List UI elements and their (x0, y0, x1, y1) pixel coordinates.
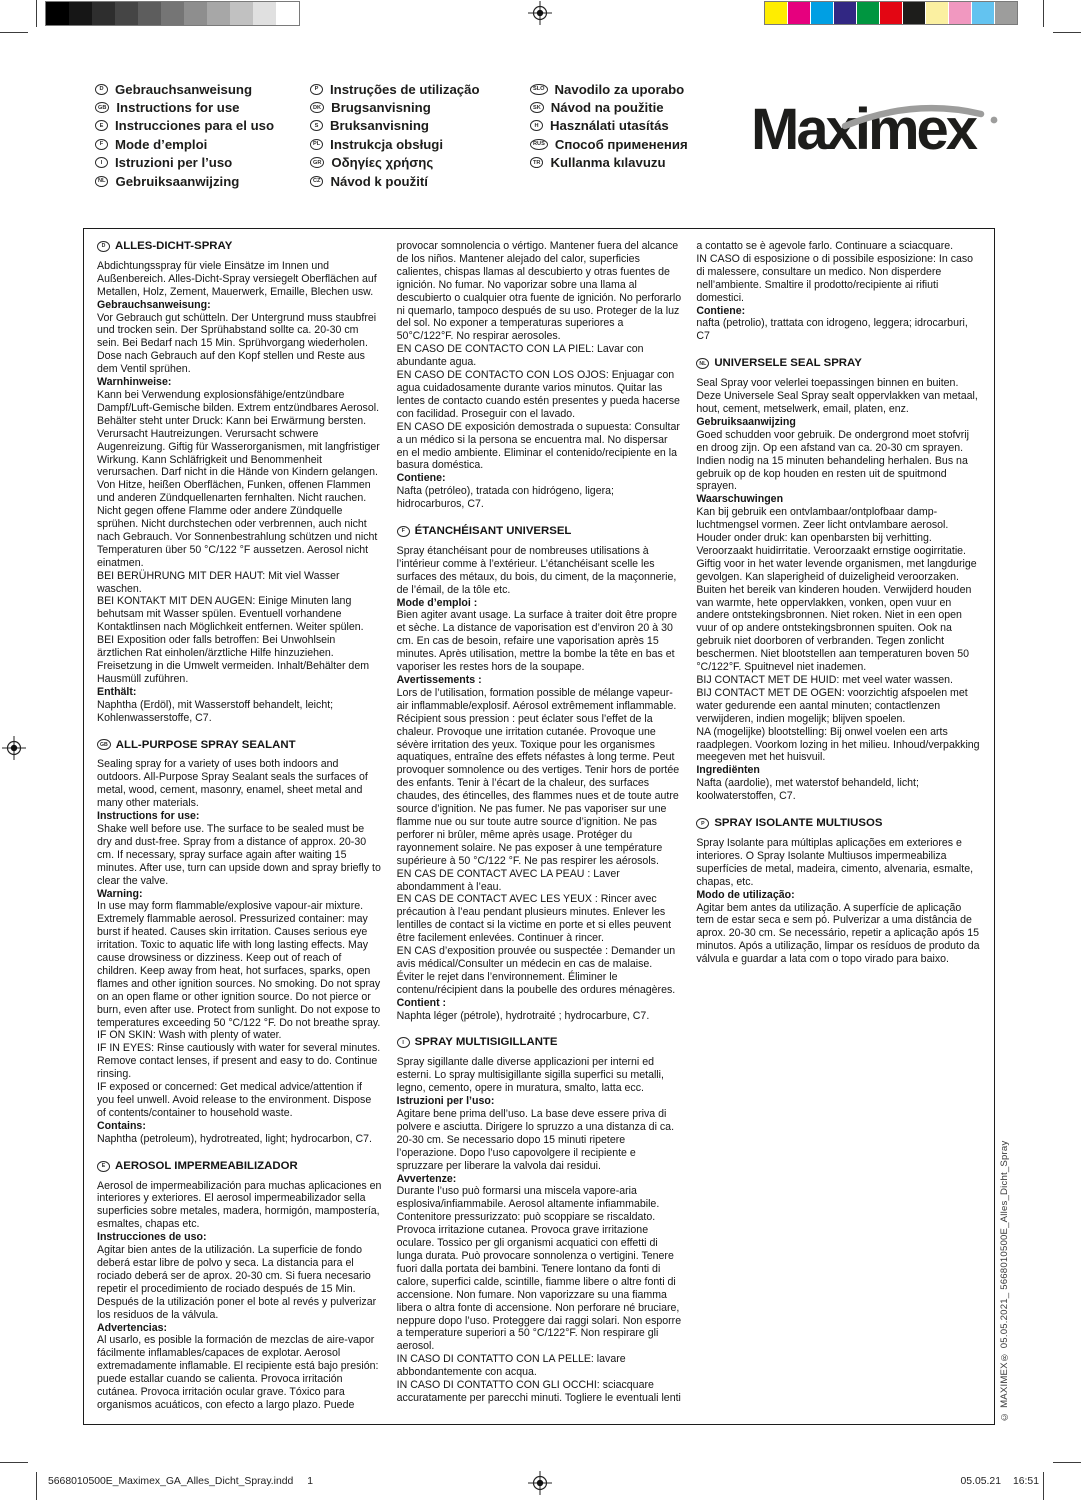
section-title-text: SPRAY MULTISIGILLANTE (414, 1036, 558, 1049)
grayscale-step-4 (115, 2, 138, 25)
section-subheading: Advertencias: (97, 1321, 168, 1334)
language-code-icon-nl: NL (95, 176, 108, 187)
language-label: Návod na použitie (550, 100, 664, 116)
section-paragraph: Lors de l’utilisation, formation possible de mélange vapeur-air inflammable/explosif. Aérosol extrêmement inflammable. Récipient sous pression : peut éclater sous l’effet de la chaleur. Provoque une irritation cutanée. Provoque une sévère irritation des yeux. Toxique pour les organismes aquatiques, entraîne des effets néfastes à long terme. Peut provoquer somnolence ou des vertiges. Tenir hors de portée des enfants. Tenir à l’écart de la chaleur, des surfaces chaudes, des étincelles, des flammes nues et de toute autre source d’ignition. Ne pas fumer. Ne pas vaporiser sur une flamme nue ou sur toute autre source d’ignition. Ne pas perforer ni brûler, même après usage. Protéger du rayonnement solaire. Ne pas exposer à une température supérieure à 50 °C/122 °F. Ne pas respirer les aérosols. (396, 686, 680, 867)
section-code-icon-i: I (397, 1037, 410, 1048)
color-step-5 (857, 2, 879, 24)
language-code-icon-d: D (95, 84, 108, 95)
section-paragraph: IN CASO di esposizione o di possibile esposizione: In caso di malessere, consultare un medico. Non disperdere nell’ambiente. Smaltire il prodotto/recipiente ai rifiuti domestici. (696, 252, 974, 304)
color-step-1 (765, 2, 787, 24)
language-code-icon-rus: RUS (530, 139, 548, 150)
registration-mark-top (528, 1, 552, 25)
section-title-e (97, 1160, 382, 1173)
language-item-p (310, 80, 480, 98)
grayscale-step-8 (207, 2, 230, 25)
footer-datetime (961, 1476, 1039, 1487)
section-paragraph: Nafta (aardolie), met waterstof behandeld, licht; koolwaterstoffen, C7. (696, 777, 919, 803)
language-label: Способ применения (554, 136, 688, 152)
section-paragraph: Naphta léger (pétrole), hydrotraité ; hydrocarbure, C7. (396, 1009, 650, 1022)
grayscale-calibration-bar (45, 1, 300, 26)
color-step-9 (949, 2, 971, 24)
section-title-nl (696, 357, 981, 370)
language-code-icon-p: P (310, 84, 323, 95)
section-code-icon-d: D (97, 241, 110, 252)
section-title-text: UNIVERSELE SEAL SPRAY (714, 357, 862, 370)
section-paragraph: Goed schudden voor gebruik. De ondergrond moet stofvrij en droog zijn. Op een afstand van ca. 20-30 cm sprayen. Indien nodig na 15 minuten behandeling herhalen. Bus na gebruik op de kop houden en resten uit de spuitmond sprayen. (696, 428, 969, 493)
language-item-h (530, 117, 688, 135)
section-subheading: Warning: (97, 887, 143, 900)
section-paragraph: Spray étanchéisant pour de nombreuses utilisations à l’intérieur comme à l’extérieur. L’étanchéisant scelle les surfaces des métaux, du bois, du ciment, de la maçonnerie, de l’émail, de la tôle etc. (396, 544, 677, 596)
language-item-f (95, 135, 274, 153)
registration-mark-left (2, 736, 26, 760)
footer-filename: 5668010500E_Maximex_GA_Alles_Dicht_Spray.indd (48, 1476, 294, 1487)
language-item-nl (95, 172, 274, 190)
language-code-icon-i: I (95, 157, 108, 168)
crop-mark-top-right-h (1053, 32, 1081, 33)
language-label: Instrucciones para el uso (115, 118, 275, 134)
section-paragraph: EN CAS DE CONTACT AVEC LA PEAU : Laver abondamment à l’eau. (396, 867, 620, 893)
section-paragraph: Agitare bene prima dell’uso. La base deve essere priva di polvere e asciutta. Dirigere lo spruzzo a una distanza di ca. 20-30 cm. Se necessario dopo 15 minuti ripetere l’operazione. Dopo l’uso capovolgere il recipiente e spruzzare per liberare la valvola dai residui. (396, 1108, 675, 1172)
section-paragraph: In use may form flammable/explosive vapour-air mixture. Extremely flammable aerosol. Pressurized container: may burst if heated. Causes skin irritation. Causes serious eye irritation. Toxic to aquatic life with long lasting effects. May cause drowsiness or dizziness. Keep out of reach of children. Keep away from heat, hot surfaces, sparks, open flames and other ignition sources. No smoking. Do not spray on an open flame or other ignition source. Do not pierce or burn, even after use. Protect from sunlight. Do not expose to temperatures exceeding 50 °C/122 °F. Do not breathe spray. (97, 900, 381, 1029)
section-subheading: Contains: (97, 1119, 146, 1132)
grayscale-step-10 (253, 2, 276, 25)
section-paragraph: Aerosol de impermeabilización para muchas aplicaciones en interiores y exteriores. El aerosol impermeabilizador sella superficies sobre metales, madera, hormigón, mampostería, esmaltes, chapas etc. (97, 1179, 382, 1231)
section-paragraph: Al usarlo, es posible la formación de mezclas de aire-vapor fácilmente inflamables/capaces de explotar. Aerosol extremadamente inflamable. El recipiente está bajo presión: puede estallar cuando se calienta. Provoca irritación cutánea. Provoca irritación ocular grave. Tóxico para organismos acuáticos, con efecto a largo plazo. Puede provocar somnolencia o vértigo. Mantener fuera del alcance de los niños. Mantener alejado del calor, superficies calientes, chispas llamas al descubierto y otras fuentes de ignición. No fumar. No vaporizar sobre una llama al descubierto o cualquier otra fuente de ignición. No perforarlo ni quemarlo, tampoco después de su uso. Proteger de la luz del sol. No exponer a temperaturas superiores a 50°C/122°F. No respirar aerosoles. (97, 240, 682, 1411)
section-title-text: ALLES-DICHT-SPRAY (115, 240, 233, 252)
section-paragraph: BEI KONTAKT MIT DEN AUGEN: Einige Minuten lang behutsam mit Wasser spülen. Eventuell vorhandene Kontaktlinsen nach Möglichkeit entfernen. Weiter spülen. (97, 595, 364, 634)
section-paragraph: EN CAS d’exposition prouvée ou suspectée : Demander un avis médical/Consulter un médecin en cas de malaise. Éviter le rejet dans l’environnement. Éliminer le contenu/récipient dans la poubelle des ordures ménagères. (396, 945, 676, 996)
section-title-gb (97, 739, 382, 752)
crop-mark-bottom-right-h (1053, 1462, 1081, 1463)
section-paragraph: IF exposed or concerned: Get medical advice/attention if you feel unwell. Avoid release to the environment. Dispose of contents/container to household waste. (97, 1081, 372, 1119)
section-title-text: SPRAY ISOLANTE MULTIUSOS (714, 817, 883, 830)
section-paragraph: NA (mogelijke) blootstelling: Bij onwel voelen een arts raadplegen. Voorkom lozing in het milieu. Inhoud/verpakking meegeven met het huisvuil. (696, 725, 980, 764)
language-label: Kullanma kılavuzu (550, 155, 666, 171)
language-label: Bruksanvisning (330, 118, 429, 134)
section-subheading: Istruzioni per l’uso: (396, 1095, 495, 1108)
language-code-icon-f: F (95, 139, 108, 150)
crop-mark-top-left-v (36, 0, 37, 27)
section-title-d (97, 240, 382, 253)
color-step-10 (972, 2, 994, 24)
language-code-icon-cz: CZ (310, 176, 323, 187)
section-paragraph: Seal Spray voor velerlei toepassingen binnen en buiten. Deze Universele Seal Spray sealt oppervlakken van metaal, hout, cement, metselwerk, email, platen, enz. (696, 377, 978, 415)
section-paragraph: IN CASO DI CONTATTO CON LA PELLE: lavare abbondantemente con acqua. (396, 1353, 626, 1379)
section-paragraph: Kan bij gebruik een ontvlambaar/ontplofbaar damp-luchtmengsel vormen. Zeer licht ontvlambare aerosol. Houder onder druk: kan openbarsten bij verhitting. Veroorzaakt huidirritatie. Veroorzaakt ernstige oogirritatie. Giftig voor in het water levende organismen, met langdurige gevolgen. Kan slaperigheid of duizeligheid veroorzaken. Buiten het bereik van kinderen houden. Verwijderd houden van warmte, hete oppervlakken, vonken, open vuur en andere ontstekingsbronnen. Niet roken. Niet in een open vuur of op andere ontstekingsbronnen spuiten. Ook na gebruik niet doorboren of verbranden. Tegen zonlicht beschermen. Niet blootstellen aan temperaturen boven 50 °C/122°F. Spuitnevel niet inademen. (696, 506, 977, 674)
leaflet-body (83, 228, 995, 1425)
section-paragraph: IF ON SKIN: Wash with plenty of water. (97, 1029, 282, 1042)
language-item-sk (530, 98, 688, 116)
language-code-icon-e: E (95, 120, 108, 131)
section-paragraph: Agitar bien antes de la utilización. La superficie de fondo deberá estar libre de polvo y seca. La distancia para el rociado deberá ser de aprox. 20-30 cm. Si fuera necesario repetir el procedimiento de rociado después de 15 Min. Después de la utilización poner el bote al revés y pulverizar los residuos de la válvula. (97, 1244, 377, 1321)
section-paragraph: Shake well before use. The surface to be sealed must be dry and dust-free. Spray from a distance of approx. 20-30 cm. If necessary, spray surface again after waiting 15 minutes. After use, turn can upside down and spray briefly to clear the valve. (97, 822, 381, 887)
grayscale-step-7 (184, 2, 207, 25)
language-label: Navodilo za uporabo (554, 81, 685, 97)
grayscale-step-5 (138, 2, 161, 25)
language-label: Návod k použití (330, 173, 428, 189)
section-subheading: Modo de utilização: (696, 888, 795, 901)
section-paragraph: Naphtha (petroleum), hydrotreated, light; hydrocarbon, C7. (97, 1132, 372, 1145)
color-step-2 (788, 2, 810, 24)
color-step-4 (834, 2, 856, 24)
section-paragraph: BEI BERÜHRUNG MIT DER HAUT: Mit viel Wasser waschen. (97, 569, 340, 595)
section-title-p (696, 817, 981, 830)
color-step-6 (880, 2, 902, 24)
section-paragraph: Nafta (petróleo), tratada con hidrógeno, ligera; hidrocarburos, C7. (396, 485, 614, 511)
language-label: Gebruiksaanwijzing (115, 173, 240, 189)
registration-mark-bottom (528, 1471, 552, 1495)
language-item-slo (530, 80, 688, 98)
language-label: Használati utasítás (550, 118, 669, 134)
footer-filename-slug (48, 1476, 313, 1487)
grayscale-step-3 (92, 2, 115, 25)
section-paragraph: IF IN EYES: Rinse cautiously with water for several minutes. Remove contact lenses, if present and easy to do. Continue rinsing. (97, 1042, 381, 1081)
color-step-11 (995, 2, 1017, 24)
section-title-f (397, 525, 682, 538)
language-label: Instrukcja obsługi (330, 136, 444, 152)
footer-date: 05.05.21 (960, 1476, 1001, 1487)
maximex-logo (751, 94, 1009, 174)
section-subheading: Contiene: (696, 304, 746, 317)
section-paragraph: Abdichtungsspray für viele Einsätze im Innen und Außenbereich. Alles-Dicht-Spray versiegelt Oberflächen auf Metallen, Holz, Zement, Mauerwerk, Emaille, Blechen usw. (97, 259, 377, 298)
logo-wordmark: Maximex (751, 97, 976, 162)
section-paragraph: IN CASO DI CONTATTO CON GLI OCCHI: sciacquare accuratamente per parecchi minuti. Togliere le eventuali lenti a contatto se è agevole farlo. Continuare a sciacquare. (396, 240, 954, 1404)
section-code-icon-nl: NL (696, 358, 709, 369)
language-code-icon-h: H (530, 120, 543, 131)
language-code-icon-slo: SLO (530, 84, 548, 95)
section-paragraph: Vor Gebrauch gut schütteln. Der Untergrund muss staubfrei und trocken sein. Der Sprühabstand sollte ca. 20-30 cm sein. Bei Bedarf nach 15 Min. Sprühvorgang wiederholen. Dose nach Gebrauch auf den Kopf stellen und Reste aus dem Ventil sprühen. (97, 311, 377, 376)
language-item-i (95, 154, 274, 172)
language-label: Οδηγίες χρήσης (331, 155, 434, 171)
language-code-icon-gb: GB (95, 102, 109, 113)
header-language-list-1 (95, 80, 274, 190)
section-paragraph: EN CASO DE exposición demostrada o supuesta: Consultar a un médico si la persona se encuentra mal. No dispersar en el medio ambiente. Eliminar el contenido/recipiente en la basura doméstica. (396, 420, 680, 472)
section-title-text: ÉTANCHÉISANT UNIVERSEL (414, 525, 572, 538)
language-item-dk (310, 98, 480, 116)
section-paragraph: EN CASO DE CONTACTO CON LOS OJOS: Enjuagar con agua cuidadosamente durante varios minutos. Quitar las lentes de contacto cuando estén presentes y pueda hacerse con facilidad. Proseguir con el lavado. (396, 369, 680, 420)
section-subheading: Gebruiksaanwijzing (696, 415, 796, 428)
section-subheading: Ingrediënten (696, 764, 760, 777)
crop-mark-bottom-left-h (0, 1462, 28, 1463)
language-item-rus (530, 135, 688, 153)
header-language-list-2 (310, 80, 480, 190)
grayscale-step-9 (230, 2, 253, 25)
grayscale-step-2 (69, 2, 92, 25)
section-paragraph: Spray sigillante dalle diverse applicazioni per interni ed esterni. Lo spray multisigillante sigilla superfici su metalli, legno, cemento, opere in muratura, smalto, latta ecc. (396, 1056, 664, 1095)
grayscale-step-1 (46, 2, 69, 25)
section-paragraph: BIJ CONTACT MET DE HUID: met veel water wassen. (696, 674, 953, 686)
language-label: Instruções de utilização (330, 81, 480, 97)
language-label: Mode d’emploi (115, 136, 208, 152)
section-subheading: Contiene: (396, 472, 446, 485)
section-code-icon-p: P (696, 818, 709, 829)
language-code-icon-sk: SK (530, 102, 544, 113)
section-subheading: Instructions for use: (97, 810, 200, 823)
crop-mark-bottom-right-v (1043, 1472, 1044, 1500)
language-item-gb (95, 98, 274, 116)
section-subheading: Contient : (396, 996, 447, 1009)
language-item-e (95, 117, 274, 135)
section-subheading: Waarschuwingen (696, 493, 784, 506)
language-item-tr (530, 154, 688, 172)
language-code-icon-dk: DK (310, 102, 324, 113)
section-subheading: Instrucciones de uso: (97, 1231, 207, 1244)
section-subheading: Gebrauchsanweisung: (97, 298, 211, 311)
section-code-icon-e: E (97, 1161, 110, 1172)
section-subheading: Enthält: (97, 685, 137, 698)
section-subheading: Avvertenze: (396, 1172, 457, 1185)
language-label: Instructions for use (116, 100, 240, 116)
language-code-icon-gr: GR (310, 157, 324, 168)
language-label: Istruzioni per l’uso (115, 155, 233, 171)
language-item-gr (310, 154, 480, 172)
crop-mark-top-right-v (1043, 0, 1044, 27)
language-label: Brugsanvisning (331, 100, 431, 116)
section-subheading: Mode d’emploi : (396, 596, 478, 609)
logo-swoosh-arc (841, 96, 1001, 132)
language-label: Gebrauchsanweisung (115, 81, 253, 97)
section-code-icon-f: F (397, 526, 410, 537)
header-language-list-3 (530, 80, 688, 172)
section-paragraph: Sealing spray for a variety of uses both indoors and outdoors. All-Purpose Spray Sealant seals the surfaces of metal, wood, cement, masonry, enamel, sheet metal and many other materials. (97, 758, 368, 810)
section-title-text: AEROSOL IMPERMEABILIZADOR (115, 1159, 298, 1172)
section-paragraph: Naphtha (Erdöl), mit Wasserstoff behandelt, leicht; Kohlenwasserstoffe, C7. (97, 698, 334, 724)
section-subheading: Avertissements : (396, 674, 482, 686)
color-step-3 (811, 2, 833, 24)
language-code-icon-s: S (310, 120, 323, 131)
language-code-icon-tr: TR (530, 157, 543, 168)
language-item-cz (310, 172, 480, 190)
grayscale-step-11 (276, 2, 299, 25)
section-paragraph: BIJ CONTACT MET DE OGEN: voorzichtig afspoelen met water gedurende een aantal minuten; contactlenzen verwijderen, indien mogelijk; blijven spoelen. (696, 686, 968, 725)
footer-page-number: 1 (307, 1476, 314, 1487)
crop-mark-bottom-left-v (36, 1472, 37, 1500)
language-item-s (310, 117, 480, 135)
section-subheading: Warnhinweise: (97, 376, 172, 389)
side-print-slug: © MAXIMEX® 05.05.2021_ 5668010500E_Alles_Dicht_Spray (999, 1140, 1010, 1422)
color-step-7 (903, 2, 925, 24)
section-paragraph: EN CAS DE CONTACT AVEC LES YEUX : Rincer avec précaution à l’eau pendant plusieurs minutes. Enlever les lentilles de contact si la victime en porte et si elles peuvent être facilement enlevées. Continuer à rincer. (396, 893, 672, 945)
language-code-icon-pl: PL (310, 139, 323, 150)
section-title-i (397, 1036, 682, 1049)
section-paragraph: Agitar bem antes da utilização. A superfície de aplicação tem de estar seca e sem pó. Pulverizar a uma distância de aprox. 20-30 cm. Se necessário, repetir a aplicação após 15 minutos. Após a utilização, limpar os resíduos de produto da válvula e guardar a lata com o topo virado para baixo. (696, 901, 980, 966)
section-paragraph: nafta (petrolio), trattata con idrogeno, leggera; idrocarburi, C7 (696, 317, 968, 343)
color-step-8 (926, 2, 948, 24)
color-calibration-bar (764, 1, 1018, 25)
footer-time: 16:51 (1012, 1476, 1039, 1487)
language-item-d (95, 80, 274, 98)
section-paragraph: Bien agiter avant usage. La surface à traiter doit être propre et sèche. La distance de vaporisation est d’environ 20 à 30 cm. En cas de besoin, refaire une vaporisation après 15 minutes. Après utilisation, mettre la bombe la tête en bas et vaporiser les restes hors de la soupape. (396, 609, 677, 674)
section-code-icon-gb: GB (97, 739, 111, 750)
crop-mark-top-left-h (0, 32, 28, 33)
language-item-pl (310, 135, 480, 153)
grayscale-step-6 (161, 2, 184, 25)
section-paragraph: Spray Isolante para múltiplas aplicações em exteriores e interiores. O Spray Isolante Multiusos impermeabiliza superfícies de metal, madeira, cimento, alvenaria, esmalte, chapas, etc. (696, 836, 974, 888)
section-title-text: ALL-PURPOSE SPRAY SEALANT (115, 738, 296, 751)
section-paragraph: Kann bei Verwendung explosionsfähige/entzündbare Dampf/Luft-Gemische bilden. Extrem entzündbares Aerosol. Behälter steht unter Druck: Kann bei Erwärmung bersten. Verursacht Hautreizungen. Verursacht schwere Augenreizung. Giftig für Wasserorganismen, mit langfristiger Wirkung. Kann Schläfrigkeit und Benommenheit verursachen. Darf nicht in die Hände von Kindern gelangen. Von Hitze, heißen Oberflächen, Funken, offenen Flammen und anderen Zündquellenarten fernhalten. Nicht rauchen. Nicht gegen offene Flamme oder andere Zündquelle sprühen. Nicht durchstechen oder verbrennen, auch nicht nach Gebrauch. Vor Sonnenbestrahlung schützen und nicht Temperaturen über 50 °C/122 °F aussetzen. Aerosol nicht einatmen. (97, 388, 380, 569)
section-paragraph: BEI Exposition oder falls betroffen: Bei Unwohlsein ärztlichen Rat einholen/ärztliche Hilfe hinzuziehen. Freisetzung in die Umwelt vermeiden. Inhalt/Behälter dem Hausmüll zuführen. (97, 634, 370, 685)
section-paragraph: EN CASO DE CONTACTO CON LA PIEL: Lavar con abundante agua. (396, 343, 644, 369)
section-paragraph: Durante l’uso può formarsi una miscela vapore-aria esplosiva/infiammabile. Aerosol altamente infiammabile. Contenitore pressurizzato: può scoppiare se riscaldato. Provoca irritazione cutanea. Provoca grave irritazione oculare. Tossico per gli organismi acquatici con effetti di lunga durata. Può provocare sonnolenza o vertigini. Tenere fuori dalla portata dei bambini. Tenere lontano da fonti di calore, superfici calde, scintille, fiamme libere o altre fonti di accensione. Non fumare. Non vaporizzare su una fiamma libera o altra fonte di accensione. Non perforare né bruciare, neppure dopo l’uso. Proteggere dai raggi solari. Non esporre a temperature superiori a 50 °C/122°F. Non respirare gli aerosol. (396, 1185, 682, 1353)
